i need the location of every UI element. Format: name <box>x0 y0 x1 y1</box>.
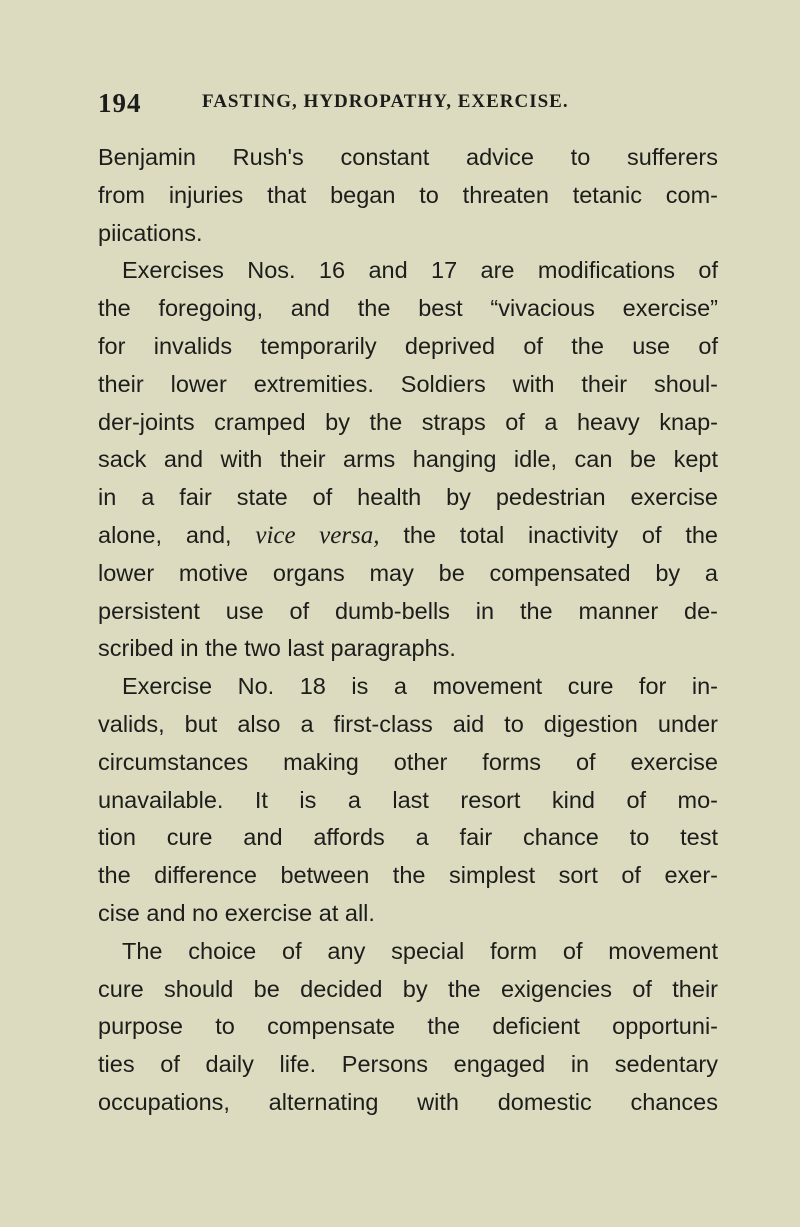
text-line: occupations, alternating with domestic chances <box>98 1088 718 1115</box>
text-line: Exercises Nos. 16 and 17 are modifications of <box>122 257 718 284</box>
text-line: their lower extremities. Soldiers with their shoul- <box>98 370 718 397</box>
text-line: from injuries that began to threaten tetanic com- <box>98 181 718 208</box>
text-line: sack and with their arms hanging idle, can be kept <box>98 446 718 473</box>
text-line: piications. <box>98 219 203 246</box>
text-line: purpose to compensate the deficient opportuni- <box>98 1013 718 1040</box>
text-line: ties of daily life. Persons engaged in sedentary <box>98 1051 718 1078</box>
text-line: the foregoing, and the best “vivacious exercise” <box>98 295 718 322</box>
page-header <box>98 88 718 122</box>
text-line: valids, but also a first-class aid to digestion under <box>98 710 718 737</box>
running-head: FASTING, HYDROPATHY, EXERCISE. <box>202 91 569 112</box>
text-line: lower motive organs may be compensated by a <box>98 559 718 586</box>
text-line: in a fair state of health by pedestrian exercise <box>98 484 718 511</box>
body-text <box>98 139 718 1122</box>
text-line: cise and no exercise at all. <box>98 899 375 926</box>
text-line: The choice of any special form of movement <box>122 937 718 964</box>
page-number: 194 <box>98 88 142 118</box>
text-run: alone, and, <box>98 521 256 548</box>
text-line: Exercise No. 18 is a movement cure for in- <box>122 673 718 700</box>
text-line: der-joints cramped by the straps of a heavy knap- <box>98 408 718 435</box>
text-line: for invalids temporarily deprived of the use of <box>98 332 718 359</box>
text-line: circumstances making other forms of exercise <box>98 748 718 775</box>
text-line: tion cure and affords a fair chance to test <box>98 824 718 851</box>
text-line: Benjamin Rush's constant advice to sufferers <box>98 144 718 170</box>
text-line: the difference between the simplest sort of exer- <box>98 862 718 889</box>
text-line: scribed in the two last paragraphs. <box>98 635 456 662</box>
text-line: unavailable. It is a last resort kind of mo- <box>98 786 718 813</box>
text-line: cure should be decided by the exigencies of their <box>98 975 718 1002</box>
text-line <box>98 517 718 555</box>
text-run: the total inactivity of the <box>379 521 718 548</box>
italic-phrase: vice versa, <box>255 521 380 549</box>
text-line: persistent use of dumb-bells in the manner de- <box>98 597 718 624</box>
